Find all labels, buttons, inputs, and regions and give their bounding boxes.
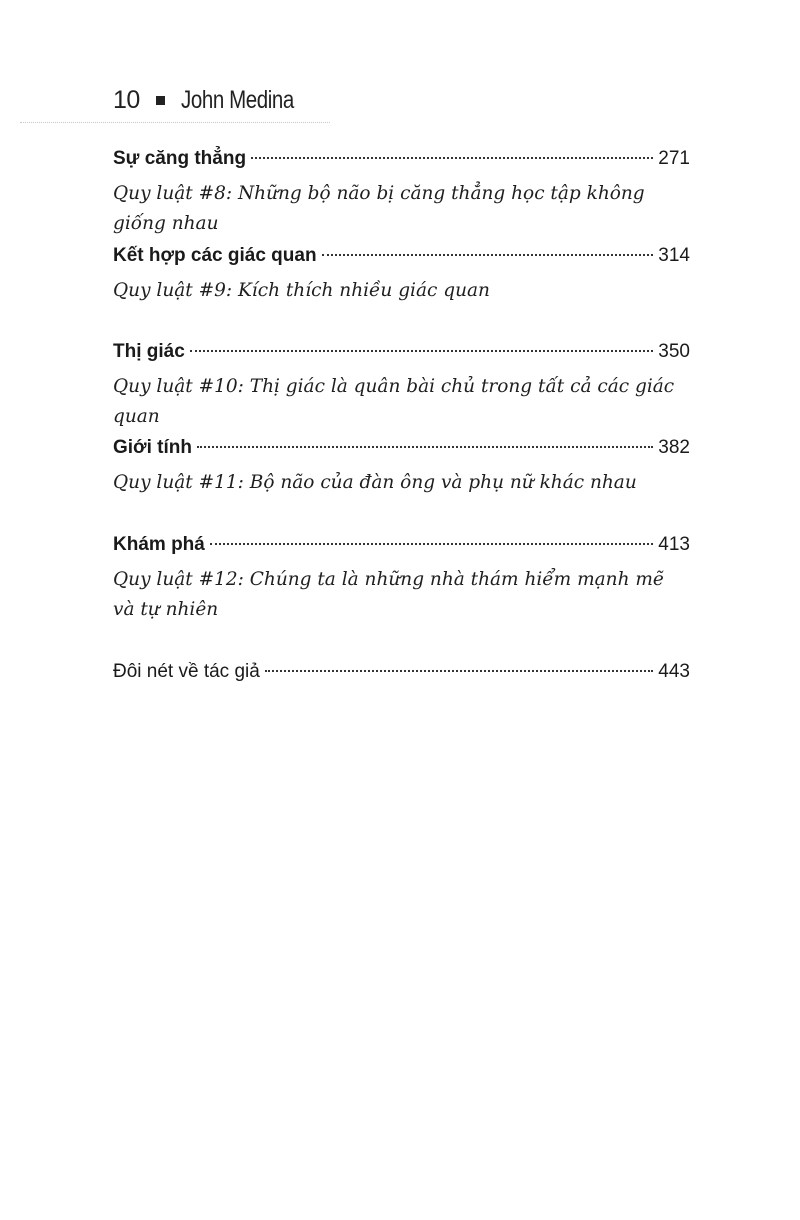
dot-leader <box>251 157 653 159</box>
toc-chapter-title[interactable]: Sự căng thẳng <box>113 148 247 169</box>
toc-page-number: 382 <box>658 437 690 458</box>
toc-entry-vision[interactable] <box>113 338 690 432</box>
toc-rule-text: Quy luật #10: Thị giác là quân bài chủ trong tất cả các giác quan <box>113 376 675 427</box>
toc-page-number: 443 <box>658 661 690 682</box>
toc-chapter-title[interactable]: Đôi nét về tác giả <box>113 661 260 682</box>
toc-chapter-title[interactable]: Thị giác <box>113 341 185 362</box>
toc-heading-line <box>113 434 690 462</box>
toc-entry-sensory-integration[interactable] <box>113 242 690 306</box>
toc-heading-line <box>113 338 690 366</box>
toc-heading-line <box>113 531 690 559</box>
author-name: John Medina <box>180 86 294 114</box>
toc-page-number: 271 <box>658 148 690 169</box>
toc-heading-line <box>113 658 690 686</box>
toc-entry-stress[interactable] <box>113 145 690 239</box>
toc-entry-exploration[interactable] <box>113 531 690 625</box>
toc-heading-line <box>113 242 690 270</box>
toc-rule-text: Quy luật #11: Bộ não của đàn ông và phụ nữ khác nhau <box>113 472 637 493</box>
dot-leader <box>322 254 654 256</box>
toc-rule-text: Quy luật #12: Chúng ta là những nhà thám hiểm mạnh mẽ và tự nhiên <box>113 569 664 620</box>
toc-entry-about-author[interactable] <box>113 658 690 686</box>
toc-page-number: 314 <box>658 245 690 266</box>
running-head <box>113 86 318 115</box>
header-rule <box>20 122 330 123</box>
dot-leader <box>190 350 654 352</box>
toc-chapter-title[interactable]: Khám phá <box>113 534 205 555</box>
toc-page-number: 350 <box>658 341 690 362</box>
dot-leader <box>197 446 653 448</box>
toc-rule-text: Quy luật #9: Kích thích nhiều giác quan <box>113 280 490 301</box>
dot-leader <box>265 670 653 672</box>
toc-page-number: 413 <box>658 534 690 555</box>
toc-chapter-title[interactable]: Giới tính <box>113 437 192 458</box>
toc-entry-gender[interactable] <box>113 434 690 498</box>
dot-leader <box>210 543 653 545</box>
page-number: 10 <box>113 86 140 114</box>
square-bullet-icon <box>156 96 165 105</box>
toc-rule-text: Quy luật #8: Những bộ não bị căng thẳng học tập không giống nhau <box>113 183 645 234</box>
toc-heading-line <box>113 145 690 173</box>
toc-chapter-title[interactable]: Kết hợp các giác quan <box>113 245 317 266</box>
